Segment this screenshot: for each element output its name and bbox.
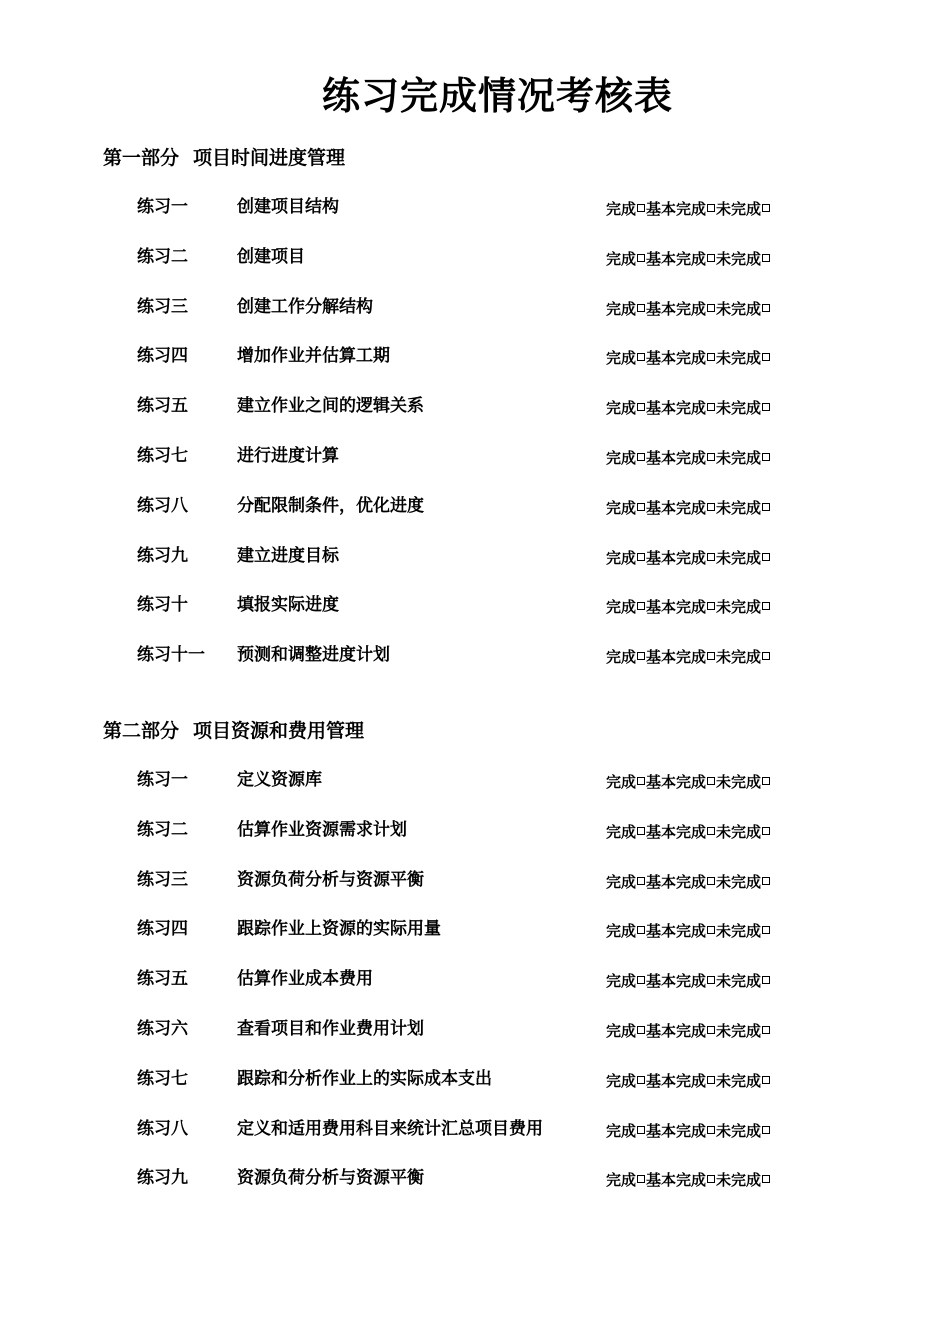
status-basic-complete-checkbox[interactable] — [707, 976, 715, 984]
status-complete-label: 完成 — [606, 922, 637, 940]
exercise-name: 跟踪作业上资源的实际用量 — [237, 919, 441, 939]
status-basic-complete-checkbox[interactable] — [707, 503, 715, 511]
status-basic-complete-label: 基本完成 — [646, 349, 707, 367]
exercise-row — [0, 768, 950, 792]
status-complete-checkbox[interactable] — [637, 1076, 645, 1084]
status-basic-complete-checkbox[interactable] — [707, 827, 715, 835]
exercise-name: 创建项目结构 — [237, 197, 339, 217]
exercise-number: 练习七 — [137, 1069, 188, 1089]
status-options — [606, 820, 771, 844]
status-basic-complete-label: 基本完成 — [646, 823, 707, 841]
status-complete-label: 完成 — [606, 349, 637, 367]
status-complete-label: 完成 — [606, 499, 637, 517]
exercise-number: 练习九 — [137, 1168, 188, 1188]
status-complete-label: 完成 — [606, 300, 637, 318]
status-options — [606, 870, 771, 894]
status-basic-complete-label: 基本完成 — [646, 1072, 707, 1090]
exercise-number: 练习一 — [137, 770, 188, 790]
exercise-number: 练习七 — [137, 446, 188, 466]
exercise-row — [0, 344, 950, 368]
status-incomplete-label: 未完成 — [716, 1022, 762, 1040]
exercise-number: 练习二 — [137, 820, 188, 840]
status-complete-label: 完成 — [606, 1122, 637, 1140]
status-basic-complete-label: 基本完成 — [646, 598, 707, 616]
status-complete-checkbox[interactable] — [637, 926, 645, 934]
status-basic-complete-checkbox[interactable] — [707, 1026, 715, 1034]
exercise-number: 练习十 — [137, 595, 188, 615]
exercise-number: 练习一 — [137, 197, 188, 217]
status-incomplete-checkbox[interactable] — [762, 602, 770, 610]
section-heading — [103, 145, 345, 171]
status-basic-complete-label: 基本完成 — [646, 399, 707, 417]
status-incomplete-checkbox[interactable] — [762, 777, 770, 785]
exercise-number: 练习三 — [137, 870, 188, 890]
exercise-name: 填报实际进度 — [237, 595, 339, 615]
status-incomplete-label: 未完成 — [716, 250, 762, 268]
exercise-number: 练习二 — [137, 247, 188, 267]
exercise-number: 练习九 — [137, 546, 188, 566]
status-basic-complete-label: 基本完成 — [646, 1022, 707, 1040]
exercise-name: 跟踪和分析作业上的实际成本支出 — [237, 1069, 492, 1089]
status-options — [606, 1119, 771, 1143]
exercise-row — [0, 1117, 950, 1141]
status-incomplete-label: 未完成 — [716, 773, 762, 791]
section-name-label: 项目资源和费用管理 — [193, 720, 365, 742]
status-complete-checkbox[interactable] — [637, 403, 645, 411]
status-basic-complete-checkbox[interactable] — [707, 204, 715, 212]
status-complete-checkbox[interactable] — [637, 976, 645, 984]
status-basic-complete-label: 基本完成 — [646, 250, 707, 268]
status-basic-complete-checkbox[interactable] — [707, 1175, 715, 1183]
exercise-number: 练习四 — [137, 919, 188, 939]
status-incomplete-checkbox[interactable] — [762, 652, 770, 660]
exercise-name: 估算作业资源需求计划 — [237, 820, 407, 840]
status-basic-complete-checkbox[interactable] — [707, 926, 715, 934]
exercise-row — [0, 544, 950, 568]
status-complete-checkbox[interactable] — [637, 204, 645, 212]
status-incomplete-checkbox[interactable] — [762, 1175, 770, 1183]
status-options — [606, 969, 771, 993]
status-basic-complete-label: 基本完成 — [646, 549, 707, 567]
status-basic-complete-checkbox[interactable] — [707, 777, 715, 785]
status-basic-complete-checkbox[interactable] — [707, 602, 715, 610]
status-complete-label: 完成 — [606, 1072, 637, 1090]
status-complete-label: 完成 — [606, 873, 637, 891]
status-incomplete-checkbox[interactable] — [762, 827, 770, 835]
status-incomplete-checkbox[interactable] — [762, 877, 770, 885]
exercise-row — [0, 643, 950, 667]
status-complete-checkbox[interactable] — [637, 453, 645, 461]
status-basic-complete-checkbox[interactable] — [707, 403, 715, 411]
status-complete-label: 完成 — [606, 200, 637, 218]
exercise-name: 查看项目和作业费用计划 — [237, 1019, 424, 1039]
exercise-row — [0, 245, 950, 269]
status-incomplete-label: 未完成 — [716, 449, 762, 467]
status-options — [606, 595, 771, 619]
status-incomplete-label: 未完成 — [716, 300, 762, 318]
status-basic-complete-label: 基本完成 — [646, 873, 707, 891]
status-incomplete-label: 未完成 — [716, 972, 762, 990]
status-complete-checkbox[interactable] — [637, 1175, 645, 1183]
status-complete-checkbox[interactable] — [637, 652, 645, 660]
status-complete-checkbox[interactable] — [637, 777, 645, 785]
status-options — [606, 1168, 771, 1192]
exercise-row — [0, 917, 950, 941]
status-incomplete-checkbox[interactable] — [762, 1026, 770, 1034]
status-complete-label: 完成 — [606, 250, 637, 268]
status-incomplete-label: 未完成 — [716, 922, 762, 940]
status-incomplete-label: 未完成 — [716, 823, 762, 841]
status-basic-complete-label: 基本完成 — [646, 972, 707, 990]
status-incomplete-checkbox[interactable] — [762, 353, 770, 361]
section-heading — [103, 718, 364, 744]
status-complete-checkbox[interactable] — [637, 254, 645, 262]
status-incomplete-label: 未完成 — [716, 1171, 762, 1189]
status-incomplete-label: 未完成 — [716, 499, 762, 517]
status-basic-complete-checkbox[interactable] — [707, 1076, 715, 1084]
exercise-number: 练习三 — [137, 297, 188, 317]
status-complete-checkbox[interactable] — [637, 553, 645, 561]
section-part-label: 第二部分 — [103, 720, 180, 742]
status-incomplete-checkbox[interactable] — [762, 304, 770, 312]
status-options — [606, 1069, 771, 1093]
status-complete-label: 完成 — [606, 648, 637, 666]
status-basic-complete-label: 基本完成 — [646, 449, 707, 467]
status-basic-complete-label: 基本完成 — [646, 773, 707, 791]
status-complete-checkbox[interactable] — [637, 1026, 645, 1034]
exercise-row — [0, 494, 950, 518]
status-basic-complete-checkbox[interactable] — [707, 353, 715, 361]
exercise-row — [0, 868, 950, 892]
status-incomplete-label: 未完成 — [716, 1072, 762, 1090]
exercise-row — [0, 818, 950, 842]
exercise-row — [0, 394, 950, 418]
exercise-row — [0, 967, 950, 991]
status-complete-label: 完成 — [606, 1171, 637, 1189]
status-incomplete-label: 未完成 — [716, 598, 762, 616]
status-options — [606, 346, 771, 370]
exercise-name: 分配限制条件，优化进度 — [237, 496, 424, 516]
exercise-name: 资源负荷分析与资源平衡 — [237, 1168, 424, 1188]
status-options — [606, 496, 771, 520]
status-incomplete-checkbox[interactable] — [762, 1076, 770, 1084]
status-incomplete-checkbox[interactable] — [762, 926, 770, 934]
status-complete-label: 完成 — [606, 773, 637, 791]
exercise-row — [0, 593, 950, 617]
status-complete-label: 完成 — [606, 449, 637, 467]
status-basic-complete-label: 基本完成 — [646, 499, 707, 517]
exercise-name: 资源负荷分析与资源平衡 — [237, 870, 424, 890]
section-part-label: 第一部分 — [103, 147, 180, 169]
exercise-row — [0, 195, 950, 219]
status-incomplete-label: 未完成 — [716, 349, 762, 367]
status-options — [606, 546, 771, 570]
status-incomplete-checkbox[interactable] — [762, 453, 770, 461]
exercise-name: 定义资源库 — [237, 770, 322, 790]
exercise-row — [0, 1166, 950, 1190]
status-options — [606, 1019, 771, 1043]
status-basic-complete-checkbox[interactable] — [707, 304, 715, 312]
status-incomplete-checkbox[interactable] — [762, 503, 770, 511]
status-basic-complete-label: 基本完成 — [646, 300, 707, 318]
status-complete-checkbox[interactable] — [637, 353, 645, 361]
exercise-row — [0, 1017, 950, 1041]
section-name-label: 项目时间进度管理 — [193, 147, 346, 169]
status-incomplete-label: 未完成 — [716, 873, 762, 891]
status-basic-complete-label: 基本完成 — [646, 922, 707, 940]
status-complete-label: 完成 — [606, 823, 637, 841]
status-options — [606, 446, 771, 470]
exercise-row — [0, 1067, 950, 1091]
exercise-name: 进行进度计算 — [237, 446, 339, 466]
exercise-name: 创建工作分解结构 — [237, 297, 373, 317]
status-complete-checkbox[interactable] — [637, 503, 645, 511]
status-complete-checkbox[interactable] — [637, 827, 645, 835]
status-incomplete-checkbox[interactable] — [762, 403, 770, 411]
exercise-number: 练习五 — [137, 396, 188, 416]
status-basic-complete-label: 基本完成 — [646, 1171, 707, 1189]
status-complete-checkbox[interactable] — [637, 602, 645, 610]
status-incomplete-checkbox[interactable] — [762, 553, 770, 561]
exercise-name: 预测和调整进度计划 — [237, 645, 390, 665]
exercise-name: 建立作业之间的逻辑关系 — [237, 396, 424, 416]
status-options — [606, 396, 771, 420]
exercise-name: 建立进度目标 — [237, 546, 339, 566]
status-basic-complete-checkbox[interactable] — [707, 553, 715, 561]
exercise-number: 练习四 — [137, 346, 188, 366]
status-complete-checkbox[interactable] — [637, 877, 645, 885]
status-incomplete-label: 未完成 — [716, 399, 762, 417]
status-complete-checkbox[interactable] — [637, 304, 645, 312]
status-incomplete-checkbox[interactable] — [762, 204, 770, 212]
status-basic-complete-checkbox[interactable] — [707, 254, 715, 262]
exercise-number: 练习六 — [137, 1019, 188, 1039]
status-options — [606, 247, 771, 271]
exercise-number: 练习八 — [137, 1119, 188, 1139]
status-incomplete-checkbox[interactable] — [762, 976, 770, 984]
exercise-row — [0, 444, 950, 468]
status-incomplete-label: 未完成 — [716, 200, 762, 218]
status-complete-label: 完成 — [606, 399, 637, 417]
exercise-name: 增加作业并估算工期 — [237, 346, 390, 366]
status-basic-complete-checkbox[interactable] — [707, 877, 715, 885]
exercise-name: 估算作业成本费用 — [237, 969, 373, 989]
exercise-name: 创建项目 — [237, 247, 305, 267]
status-basic-complete-label: 基本完成 — [646, 648, 707, 666]
status-basic-complete-checkbox[interactable] — [707, 1126, 715, 1134]
status-options — [606, 770, 771, 794]
status-complete-checkbox[interactable] — [637, 1126, 645, 1134]
exercise-number: 练习五 — [137, 969, 188, 989]
status-incomplete-label: 未完成 — [716, 549, 762, 567]
status-complete-label: 完成 — [606, 598, 637, 616]
status-incomplete-checkbox[interactable] — [762, 1126, 770, 1134]
status-options — [606, 919, 771, 943]
page-title: 练习完成情况考核表 — [321, 74, 673, 118]
status-complete-label: 完成 — [606, 549, 637, 567]
exercise-row — [0, 295, 950, 319]
exercise-number: 练习十一 — [137, 645, 205, 665]
status-options — [606, 297, 771, 321]
status-options — [606, 197, 771, 221]
status-incomplete-label: 未完成 — [716, 648, 762, 666]
status-basic-complete-label: 基本完成 — [646, 200, 707, 218]
status-complete-label: 完成 — [606, 972, 637, 990]
status-basic-complete-checkbox[interactable] — [707, 652, 715, 660]
exercise-name: 定义和适用费用科目来统计汇总项目费用 — [237, 1119, 543, 1139]
exercise-number: 练习八 — [137, 496, 188, 516]
status-basic-complete-checkbox[interactable] — [707, 453, 715, 461]
status-basic-complete-label: 基本完成 — [646, 1122, 707, 1140]
status-incomplete-label: 未完成 — [716, 1122, 762, 1140]
status-options — [606, 645, 771, 669]
status-incomplete-checkbox[interactable] — [762, 254, 770, 262]
status-complete-label: 完成 — [606, 1022, 637, 1040]
